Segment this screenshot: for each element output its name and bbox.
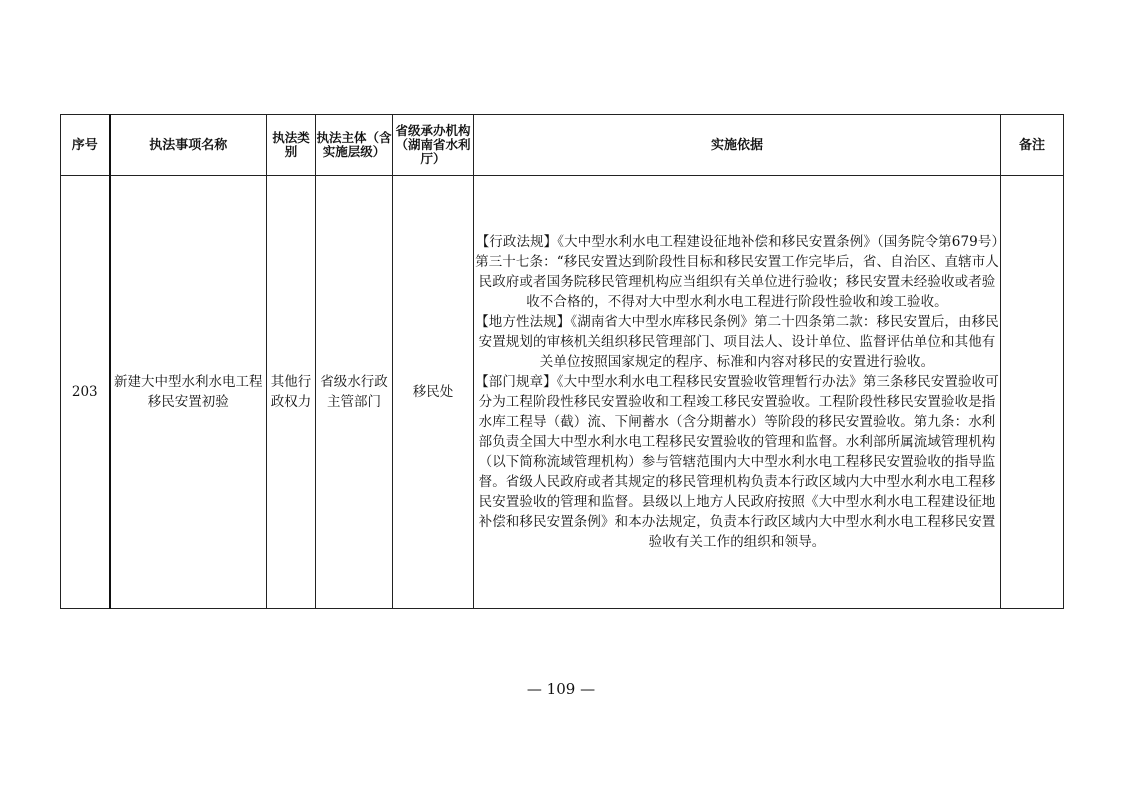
header-office: 省级承办机构（湖南省水利厅） [393, 115, 474, 176]
row-category: 其他行政权力 [267, 176, 316, 609]
header-item-name: 执法事项名称 [110, 115, 267, 176]
table-row [61, 176, 1064, 609]
header-category: 执法类别 [267, 115, 316, 176]
header-seq: 序号 [61, 115, 110, 176]
basis-local-regulation: 【地方性法规】《湖南省大中型水库移民条例》第二十四条第二款：移民安置后，由移民安置规划的审核机关组织移民管理部门、项目法人、设计单位、监督评估单位和其他有关单位按照国家规定的程序、标准和内容对移民的安置进行验收。 [475, 314, 999, 370]
row-seq: 203 [61, 176, 110, 609]
header-basis: 实施依据 [474, 115, 1001, 176]
basis-administrative-regulation: 【行政法规】《大中型水利水电工程建设征地补偿和移民安置条例》（国务院令第679号）第三十七条：“移民安置达到阶段性目标和移民安置工作完毕后，省、自治区、直辖市人民政府或者国务院移民管理机构应当组织有关单位进行验收；移民安置未经验收或者验收不合格的，不得对大中型水利水电工程进行阶段性验收和竣工验收。 [475, 234, 999, 310]
page-number: — 109 — [526, 680, 596, 698]
row-remark [1001, 176, 1064, 609]
row-subject: 省级水行政主管部门 [316, 176, 393, 609]
enforcement-items-table [60, 114, 1064, 609]
basis-departmental-rule: 【部门规章】《大中型水利水电工程移民安置验收管理暂行办法》第三条移民安置验收可分为工程阶段性移民安置验收和工程竣工移民安置验收。工程阶段性移民安置验收是指水库工程导（截）流、下闸蓄水（含分期蓄水）等阶段的移民安置验收。第九条：水利部负责全国大中型水利水电工程移民安置验收的管理和监督。水利部所属流域管理机构（以下简称流域管理机构）参与管辖范围内大中型水利水电工程移民安置验收的指导监督。省级人民政府或者其规定的移民管理机构负责本行政区域内大中型水利水电工程移民安置验收的管理和监督。县级以上地方人民政府按照《大中型水利水电工程建设征地补偿和移民安置条例》和本办法规定，负责本行政区域内大中型水利水电工程移民安置验收有关工作的组织和领导。 [475, 374, 999, 550]
row-office: 移民处 [393, 176, 474, 609]
table-header-row [61, 115, 1064, 176]
row-item-name: 新建大中型水利水电工程移民安置初验 [110, 176, 267, 609]
header-remark: 备注 [1001, 115, 1064, 176]
header-subject: 执法主体（含实施层级） [316, 115, 393, 176]
row-basis [474, 176, 1001, 609]
